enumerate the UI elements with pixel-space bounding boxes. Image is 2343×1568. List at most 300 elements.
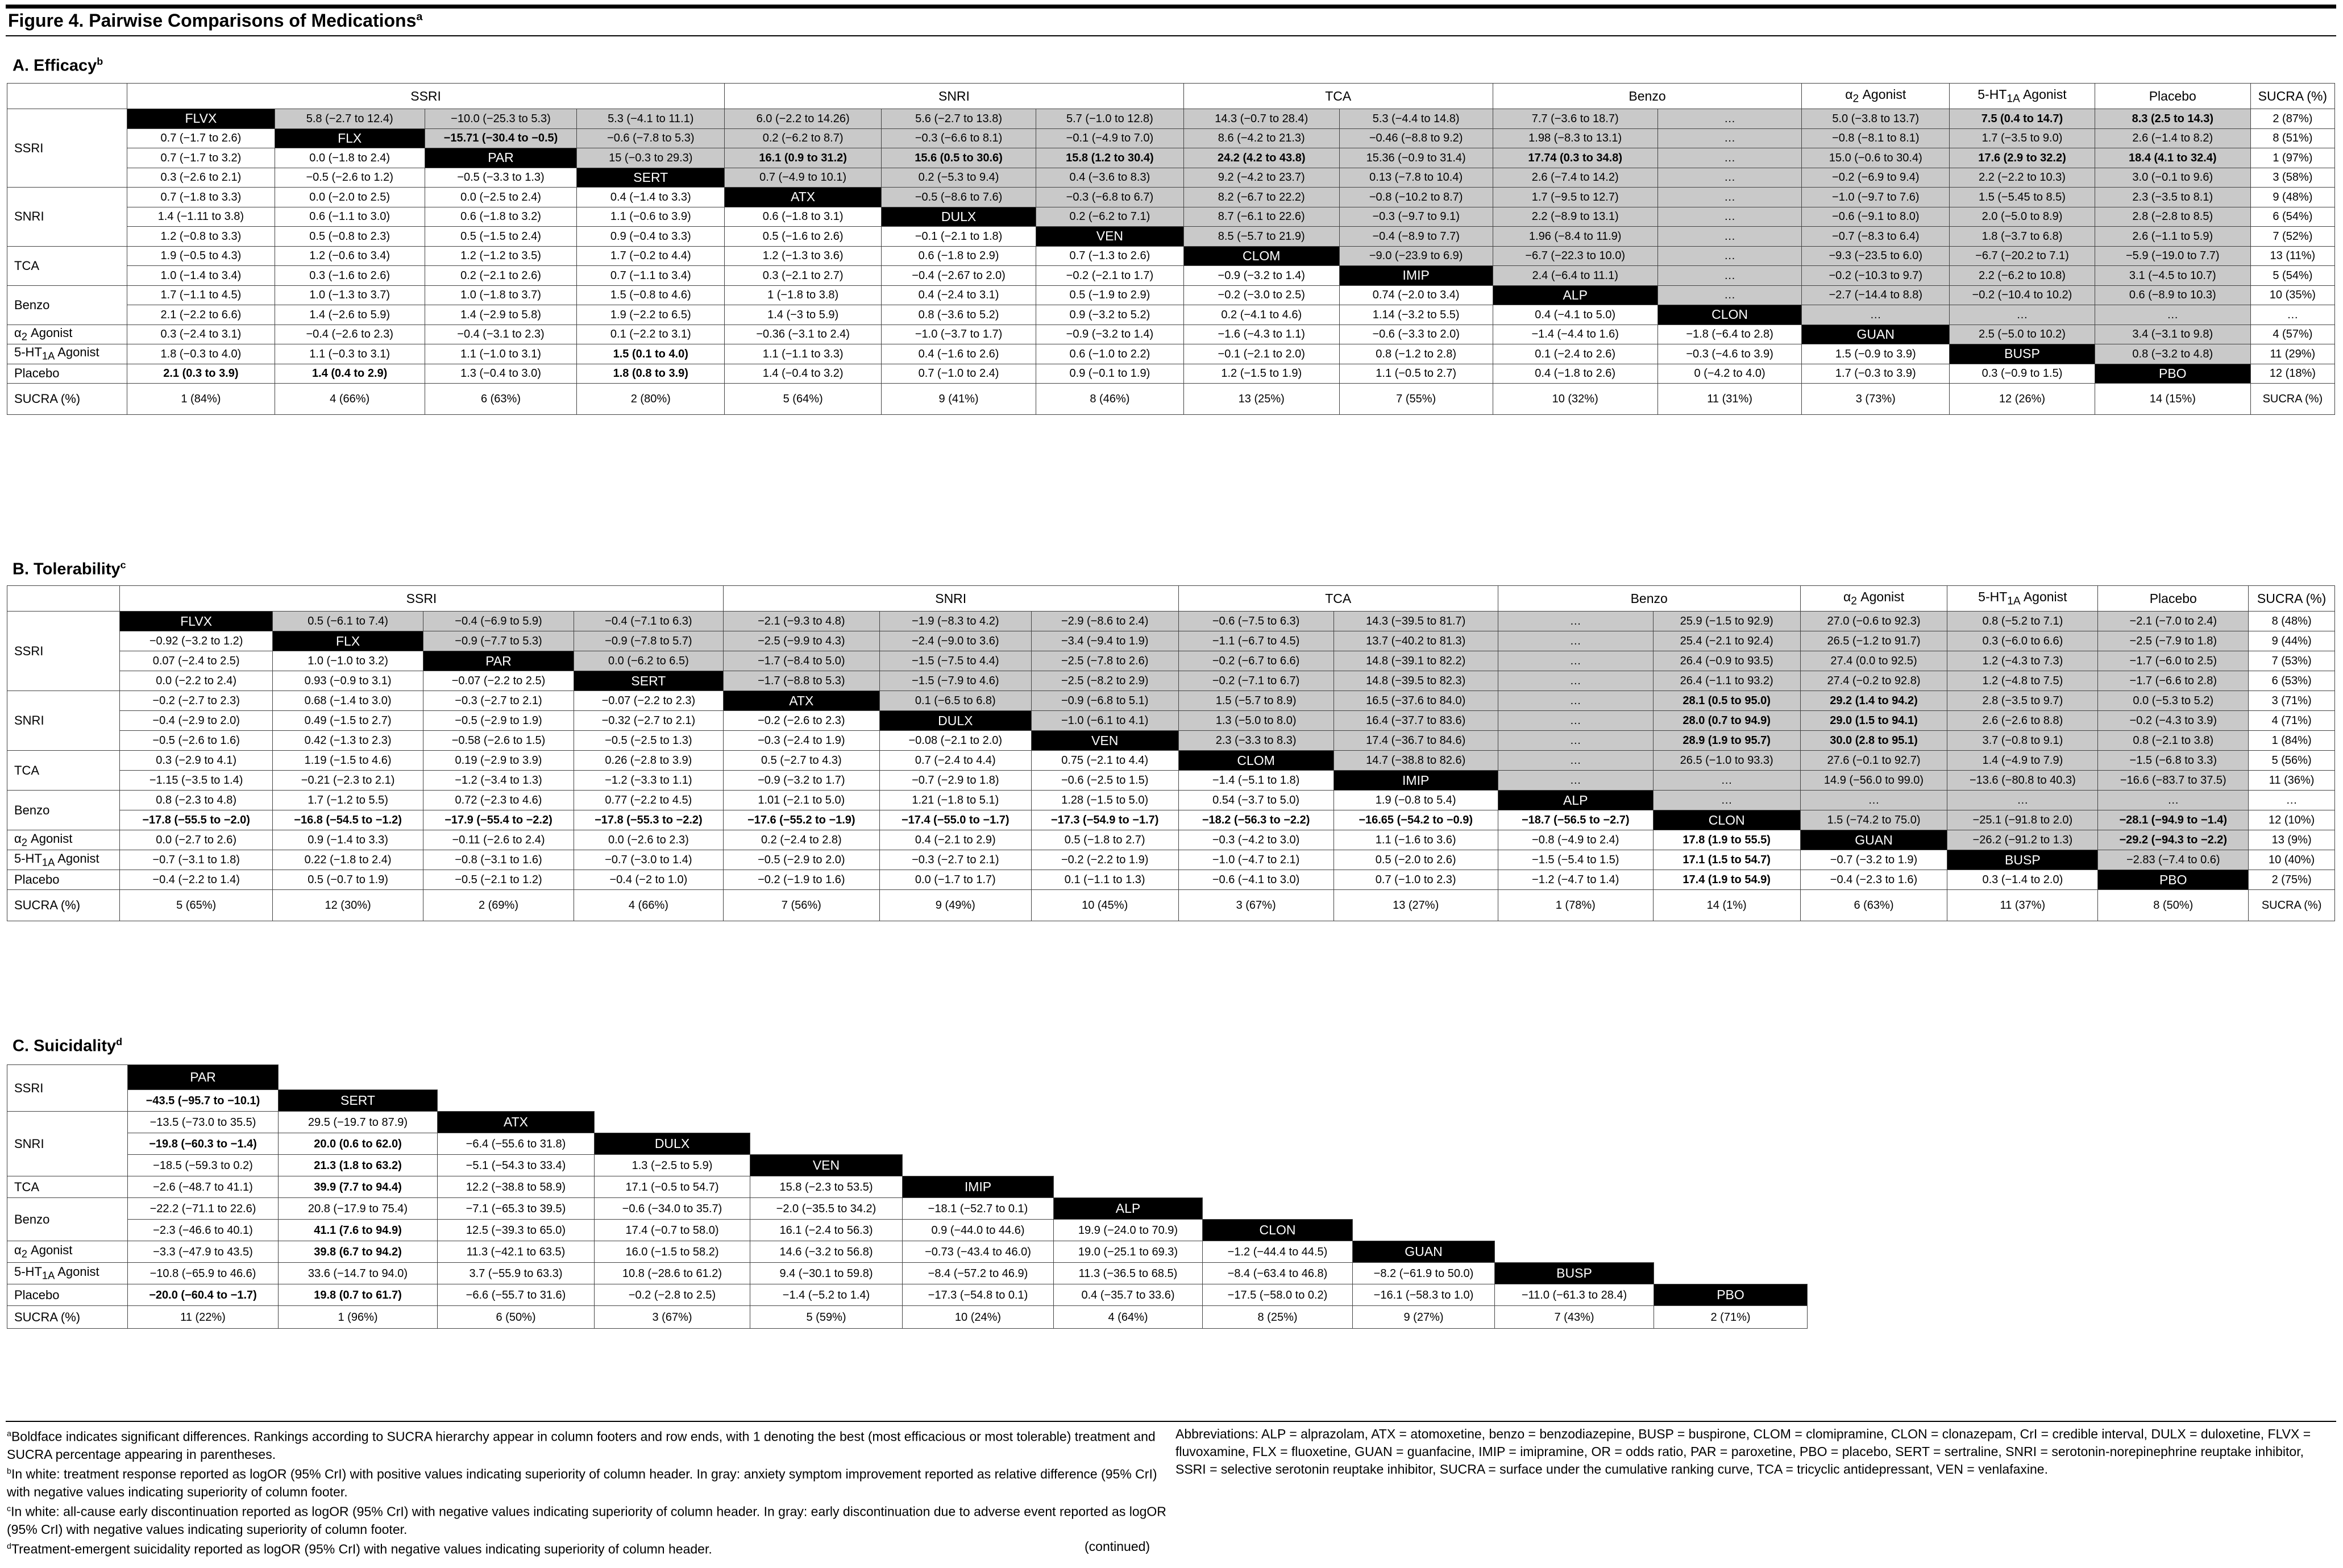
comparison-cell: −1.1 (−6.7 to 4.5) xyxy=(1178,631,1333,651)
comparison-cell: 0.0 (−1.7 to 1.7) xyxy=(879,870,1031,890)
comparison-cell: −6.4 (−55.6 to 31.8) xyxy=(438,1133,595,1155)
comparison-cell: −0.7 (−8.3 to 6.4) xyxy=(1802,227,1950,247)
comparison-cell: 1.2 (−0.8 to 3.3) xyxy=(127,227,275,247)
comparison-cell: −0.2 (−2.8 to 2.5) xyxy=(595,1284,750,1306)
empty-cell xyxy=(1654,1263,1808,1284)
matrix-row xyxy=(7,344,2335,364)
comparison-cell: 0.13 (−7.8 to 10.4) xyxy=(1339,168,1493,188)
comparison-cell: 13.7 (−40.2 to 81.3) xyxy=(1333,631,1498,651)
drug-diagonal-cell: ALP xyxy=(1054,1198,1203,1220)
comparison-cell: −0.9 (−7.7 to 5.3) xyxy=(423,631,574,651)
comparison-cell: −1.7 (−6.6 to 2.8) xyxy=(2098,671,2249,691)
comparison-cell: −1.2 (−44.4 to 44.5) xyxy=(1203,1241,1353,1263)
sucra-row-cell: … xyxy=(2250,305,2334,325)
comparison-cell: −1.0 (−9.7 to 7.6) xyxy=(1802,188,1950,207)
comparison-cell: −1.4 (−5.2 to 1.4) xyxy=(750,1284,903,1306)
comparison-cell: 1 (−1.8 to 3.8) xyxy=(725,285,882,305)
comparison-cell: −17.8 (−55.3 to −2.2) xyxy=(574,810,723,830)
drug-diagonal-cell: PBO xyxy=(1654,1284,1808,1306)
empty-cell xyxy=(1054,1176,1203,1198)
comparison-cell: … xyxy=(1657,148,1802,168)
comparison-cell: 1.01 (−2.1 to 5.0) xyxy=(723,791,879,810)
comparison-cell: −1.2 (−3.4 to 1.3) xyxy=(423,771,574,791)
sucra-footer-cell: 1 (78%) xyxy=(1498,890,1653,921)
comparison-cell: −2.7 (−14.4 to 8.8) xyxy=(1802,285,1950,305)
comparison-cell: 0.7 (−1.7 to 2.6) xyxy=(127,128,275,148)
sucra-footer-row xyxy=(7,1306,1808,1329)
top-rule xyxy=(6,5,2336,9)
comparison-cell: 0.3 (−1.4 to 2.0) xyxy=(1947,870,2098,890)
sucra-row-cell: 12 (18%) xyxy=(2250,364,2334,384)
comparison-cell: −2.0 (−35.5 to 34.2) xyxy=(750,1198,903,1220)
comparison-cell: −17.4 (−55.0 to −1.7) xyxy=(879,810,1031,830)
comparison-cell: 1.9 (−0.8 to 5.4) xyxy=(1333,791,1498,810)
comparison-cell: −0.2 (−10.3 to 9.7) xyxy=(1802,266,1950,286)
comparison-cell: 29.5 (−19.7 to 87.9) xyxy=(279,1112,438,1133)
sucra-row-cell: 10 (35%) xyxy=(2250,285,2334,305)
row-label-ssri: SSRI xyxy=(7,612,120,691)
comparison-cell: −1.9 (−8.3 to 4.2) xyxy=(879,612,1031,631)
comparison-cell: −0.7 (−2.9 to 1.8) xyxy=(879,771,1031,791)
matrix-row xyxy=(7,612,2335,631)
matrix-row xyxy=(7,731,2335,751)
sucra-row-cell: 13 (9%) xyxy=(2249,830,2335,850)
comparison-cell: 0.49 (−1.5 to 2.7) xyxy=(273,711,423,731)
comparison-cell: −2.83 (−7.4 to 0.6) xyxy=(2098,850,2249,870)
row-label-ssri: SSRI xyxy=(7,109,127,188)
efficacy-matrix xyxy=(7,83,2335,415)
comparison-cell: 2.2 (−8.9 to 13.1) xyxy=(1493,207,1657,227)
group-header-placebo: Placebo xyxy=(2095,84,2250,109)
sucra-row-cell: 2 (87%) xyxy=(2250,109,2334,129)
comparison-cell: 0.2 (−6.2 to 8.7) xyxy=(725,128,882,148)
comparison-cell: 1.1 (−0.5 to 2.7) xyxy=(1339,364,1493,384)
matrix-row xyxy=(7,128,2335,148)
comparison-cell: −2.6 (−48.7 to 41.1) xyxy=(128,1176,279,1198)
comparison-cell: 1.4 (−2.9 to 5.8) xyxy=(425,305,577,325)
comparison-cell: 33.6 (−14.7 to 94.0) xyxy=(279,1263,438,1284)
matrix-row xyxy=(7,325,2335,344)
sucra-row-cell: 9 (44%) xyxy=(2249,631,2335,651)
sucra-footer-cell: 2 (71%) xyxy=(1654,1306,1808,1329)
group-header-snri: SNRI xyxy=(725,84,1184,109)
comparison-cell: −15.71 (−30.4 to −0.5) xyxy=(425,128,577,148)
drug-diagonal-cell: DULX xyxy=(595,1133,750,1155)
comparison-cell: 2.8 (−2.8 to 8.5) xyxy=(2095,207,2250,227)
comparison-cell: 15.36 (−0.9 to 31.4) xyxy=(1339,148,1493,168)
comparison-cell: 16.4 (−37.7 to 83.6) xyxy=(1333,711,1498,731)
comparison-cell: −0.46 (−8.8 to 9.2) xyxy=(1339,128,1493,148)
comparison-cell: 0.1 (−1.1 to 1.3) xyxy=(1031,870,1178,890)
comparison-cell: … xyxy=(1498,612,1653,631)
comparison-cell: −1.7 (−8.4 to 5.0) xyxy=(723,651,879,671)
comparison-cell: −22.2 (−71.1 to 22.6) xyxy=(128,1198,279,1220)
comparison-cell: 16.1 (−2.4 to 56.3) xyxy=(750,1220,903,1241)
comparison-cell: 1.1 (−0.3 to 3.1) xyxy=(275,344,425,364)
comparison-cell: −0.5 (−2.9 to 1.9) xyxy=(423,711,574,731)
drug-diagonal-cell: FLX xyxy=(273,631,423,651)
comparison-cell: 28.9 (1.9 to 95.7) xyxy=(1653,731,1800,751)
comparison-cell: … xyxy=(1498,651,1653,671)
comparison-cell: −25.1 (−91.8 to 2.0) xyxy=(1947,810,2098,830)
drug-diagonal-cell: IMIP xyxy=(1339,266,1493,286)
row-label-placebo: Placebo xyxy=(7,870,120,890)
comparison-cell: 2.2 (−6.2 to 10.8) xyxy=(1950,266,2095,286)
comparison-cell: 0.3 (−1.6 to 2.6) xyxy=(275,266,425,286)
drug-diagonal-cell: IMIP xyxy=(1333,771,1498,791)
comparison-cell: 1.5 (−5.45 to 8.5) xyxy=(1950,188,2095,207)
comparison-cell: 1.21 (−1.8 to 5.1) xyxy=(879,791,1031,810)
sucra-row-cell: 4 (57%) xyxy=(2250,325,2334,344)
comparison-cell: 3.7 (−55.9 to 63.3) xyxy=(438,1263,595,1284)
comparison-cell: 1.7 (−9.5 to 12.7) xyxy=(1493,188,1657,207)
comparison-cell: −5.1 (−54.3 to 33.4) xyxy=(438,1155,595,1176)
comparison-cell: … xyxy=(1947,791,2098,810)
comparison-cell: 0.0 (−2.7 to 2.6) xyxy=(120,830,273,850)
comparison-cell: 1.9 (−0.5 to 4.3) xyxy=(127,246,275,266)
sucra-footer-label: SUCRA (%) xyxy=(7,384,127,415)
group-header-ht: $5-HT_{1A}$ Agonist xyxy=(1947,586,2098,612)
sucra-row-cell: 3 (71%) xyxy=(2249,691,2335,711)
empty-cell xyxy=(279,1065,438,1090)
sucra-row-cell: 6 (53%) xyxy=(2249,671,2335,691)
comparison-cell: 5.8 (−2.7 to 12.4) xyxy=(275,109,425,129)
comparison-cell: 0.2 (−6.2 to 7.1) xyxy=(1036,207,1184,227)
comparison-cell: 1.1 (−1.0 to 3.1) xyxy=(425,344,577,364)
comparison-cell: 1.3 (−0.4 to 3.0) xyxy=(425,364,577,384)
comparison-cell: 0.7 (−1.0 to 2.3) xyxy=(1333,870,1498,890)
group-header-tca: TCA xyxy=(1183,84,1493,109)
comparison-cell: 11.3 (−36.5 to 68.5) xyxy=(1054,1263,1203,1284)
comparison-cell: … xyxy=(1657,227,1802,247)
comparison-cell: 1.4 (−0.4 to 3.2) xyxy=(725,364,882,384)
sucra-footer-cell: 10 (24%) xyxy=(903,1306,1054,1329)
comparison-cell: 0.5 (−0.7 to 1.9) xyxy=(273,870,423,890)
comparison-cell: … xyxy=(1657,246,1802,266)
comparison-cell: 20.0 (0.6 to 62.0) xyxy=(279,1133,438,1155)
empty-cell xyxy=(903,1155,1054,1176)
comparison-cell: 8.5 (−5.7 to 21.9) xyxy=(1183,227,1339,247)
row-label-tca: TCA xyxy=(7,246,127,285)
comparison-cell: 3.0 (−0.1 to 9.6) xyxy=(2095,168,2250,188)
matrix-row xyxy=(7,651,2335,671)
empty-cell xyxy=(1654,1176,1808,1198)
sucra-row-cell: 12 (10%) xyxy=(2249,810,2335,830)
comparison-cell: −16.65 (−54.2 to −0.9) xyxy=(1333,810,1498,830)
comparison-cell: −0.1 (−4.9 to 7.0) xyxy=(1036,128,1184,148)
comparison-cell: −0.5 (−8.6 to 7.6) xyxy=(882,188,1036,207)
comparison-cell: 1.98 (−8.3 to 13.1) xyxy=(1493,128,1657,148)
comparison-cell: 11.3 (−42.1 to 63.5) xyxy=(438,1241,595,1263)
comparison-cell: −0.6 (−7.5 to 6.3) xyxy=(1178,612,1333,631)
row-label-snri: SNRI xyxy=(7,691,120,751)
comparison-cell: −17.3 (−54.9 to −1.7) xyxy=(1031,810,1178,830)
comparison-cell: −6.7 (−20.2 to 7.1) xyxy=(1950,246,2095,266)
drug-diagonal-cell: BUSP xyxy=(1495,1263,1654,1284)
staircase-row xyxy=(7,1133,1808,1155)
empty-cell xyxy=(595,1065,750,1090)
comparison-cell: 1.2 (−4.8 to 7.5) xyxy=(1947,671,2098,691)
comparison-cell: −13.6 (−80.8 to 40.3) xyxy=(1947,771,2098,791)
comparison-cell: 1.7 (−1.2 to 5.5) xyxy=(273,791,423,810)
sucra-col-header: SUCRA (%) xyxy=(2249,586,2335,612)
comparison-cell: −16.8 (−54.5 to −1.2) xyxy=(273,810,423,830)
comparison-cell: −2.1 (−9.3 to 4.8) xyxy=(723,612,879,631)
comparison-cell: −2.9 (−8.6 to 2.4) xyxy=(1031,612,1178,631)
comparison-cell: … xyxy=(1498,631,1653,651)
drug-diagonal-cell: FLVX xyxy=(120,612,273,631)
comparison-cell: 0.3 (−2.4 to 3.1) xyxy=(127,325,275,344)
comparison-cell: −7.1 (−65.3 to 39.5) xyxy=(438,1198,595,1220)
matrix-row xyxy=(7,109,2335,129)
comparison-cell: −1.2 (−4.7 to 1.4) xyxy=(1498,870,1653,890)
comparison-cell: −0.4 (−8.9 to 7.7) xyxy=(1339,227,1493,247)
empty-cell xyxy=(1054,1090,1203,1112)
empty-cell xyxy=(1203,1133,1353,1155)
comparison-cell: 0.5 (−2.7 to 4.3) xyxy=(723,751,879,771)
comparison-cell: 1.2 (−4.3 to 7.3) xyxy=(1947,651,2098,671)
comparison-cell: 2.3 (−3.3 to 8.3) xyxy=(1178,731,1333,751)
empty-cell xyxy=(438,1065,595,1090)
comparison-cell: 16.5 (−37.6 to 84.0) xyxy=(1333,691,1498,711)
comparison-cell: 0.6 (−1.8 to 3.2) xyxy=(425,207,577,227)
comparison-cell: −17.8 (−55.5 to −2.0) xyxy=(120,810,273,830)
comparison-cell: 1.28 (−1.5 to 5.0) xyxy=(1031,791,1178,810)
comparison-cell: 0.0 (−2.5 to 2.4) xyxy=(425,188,577,207)
sucra-footer-cell: 9 (27%) xyxy=(1353,1306,1495,1329)
comparison-cell: … xyxy=(1498,771,1653,791)
comparison-cell: 12.2 (−38.8 to 58.9) xyxy=(438,1176,595,1198)
footnote-b: $^b$In white: treatment response reported as logOR (95% CrI) with positive values indicating superiority of column header. In gray: anxiety symptom improvement reported as relative difference (95% CrI) with negative values indicating superiority of column footer. xyxy=(7,1466,1157,1499)
comparison-cell: −8.4 (−57.2 to 46.9) xyxy=(903,1263,1054,1284)
sucra-footer-cell: 10 (32%) xyxy=(1493,384,1657,415)
comparison-cell: 0.19 (−2.9 to 3.9) xyxy=(423,751,574,771)
comparison-cell: 29.0 (1.5 to 94.1) xyxy=(1800,711,1947,731)
matrix-row xyxy=(7,850,2335,870)
row-label-snri: SNRI xyxy=(7,188,127,247)
comparison-cell: 0.3 (−2.9 to 4.1) xyxy=(120,751,273,771)
comparison-cell: −1.4 (−5.1 to 1.8) xyxy=(1178,771,1333,791)
staircase-row xyxy=(7,1155,1808,1176)
group-header-benzo: Benzo xyxy=(1498,586,1800,612)
comparison-cell: −0.5 (−2.5 to 1.3) xyxy=(574,731,723,751)
comparison-cell: 2.1 (−2.2 to 6.6) xyxy=(127,305,275,325)
matrix-row xyxy=(7,691,2335,711)
drug-diagonal-cell: PAR xyxy=(423,651,574,671)
comparison-cell: 14.9 (−56.0 to 99.0) xyxy=(1800,771,1947,791)
comparison-cell: −0.8 (−8.1 to 8.1) xyxy=(1802,128,1950,148)
empty-cell xyxy=(1495,1112,1654,1133)
sucra-footer-label-right: SUCRA (%) xyxy=(2249,890,2335,921)
comparison-cell: −0.21 (−2.3 to 2.1) xyxy=(273,771,423,791)
group-header-a2: $\alpha_2$ Agonist xyxy=(1800,586,1947,612)
sucra-footer-cell: 3 (67%) xyxy=(1178,890,1333,921)
sucra-footer-label: SUCRA (%) xyxy=(7,890,120,921)
comparison-cell: −16.1 (−58.3 to 1.0) xyxy=(1353,1284,1495,1306)
comparison-cell: −16.6 (−83.7 to 37.5) xyxy=(2098,771,2249,791)
comparison-cell: 0.5 (−6.1 to 7.4) xyxy=(273,612,423,631)
sucra-footer-label-right: SUCRA (%) xyxy=(2250,384,2334,415)
comparison-cell: 0.9 (−1.4 to 3.3) xyxy=(273,830,423,850)
row-label-a2: $\alpha_2$ Agonist xyxy=(7,830,120,850)
comparison-cell: −2.1 (−7.0 to 2.4) xyxy=(2098,612,2249,631)
staircase-row xyxy=(7,1263,1808,1284)
empty-cell xyxy=(1353,1065,1495,1090)
matrix-row xyxy=(7,870,2335,890)
comparison-cell: 0.3 (−2.6 to 2.1) xyxy=(127,168,275,188)
comparison-cell: … xyxy=(1498,731,1653,751)
comparison-cell: −6.6 (−55.7 to 31.6) xyxy=(438,1284,595,1306)
comparison-cell: −9.0 (−23.9 to 6.9) xyxy=(1339,246,1493,266)
comparison-cell: 0.6 (−8.9 to 10.3) xyxy=(2095,285,2250,305)
comparison-cell: 0.7 (−2.4 to 4.4) xyxy=(879,751,1031,771)
empty-cell xyxy=(1495,1220,1654,1241)
group-header-ssri: SSRI xyxy=(127,84,725,109)
comparison-cell: 0.4 (−1.8 to 2.6) xyxy=(1493,364,1657,384)
empty-cell xyxy=(1353,1133,1495,1155)
comparison-cell: 1.0 (−1.4 to 3.4) xyxy=(127,266,275,286)
empty-cell xyxy=(1203,1112,1353,1133)
sucra-footer-cell: 14 (15%) xyxy=(2095,384,2250,415)
comparison-cell: … xyxy=(1653,771,1800,791)
row-label-ht: $5-HT_{1A}$ Agonist xyxy=(7,850,120,870)
comparison-cell: 0 (−4.2 to 4.0) xyxy=(1657,364,1802,384)
comparison-cell: 7.5 (0.4 to 14.7) xyxy=(1950,109,2095,129)
empty-cell xyxy=(1495,1155,1654,1176)
comparison-cell: 0.2 (−5.3 to 9.4) xyxy=(882,168,1036,188)
comparison-cell: 0.8 (−3.2 to 4.8) xyxy=(2095,344,2250,364)
drug-diagonal-cell: DULX xyxy=(879,711,1031,731)
staircase-row xyxy=(7,1090,1808,1112)
sucra-footer-cell: 5 (59%) xyxy=(750,1306,903,1329)
drug-diagonal-cell: CLON xyxy=(1657,305,1802,325)
comparison-cell: −17.3 (−54.8 to 0.1) xyxy=(903,1284,1054,1306)
sucra-row-cell: 11 (29%) xyxy=(2250,344,2334,364)
comparison-cell: −0.4 (−2.2 to 1.4) xyxy=(120,870,273,890)
comparison-cell: −29.2 (−94.3 to −2.2) xyxy=(2098,830,2249,850)
comparison-cell: 0.5 (−1.9 to 2.9) xyxy=(1036,285,1184,305)
comparison-cell: 1.7 (−0.3 to 3.9) xyxy=(1802,364,1950,384)
drug-diagonal-cell: BUSP xyxy=(1947,850,2098,870)
comparison-cell: 24.2 (4.2 to 43.8) xyxy=(1183,148,1339,168)
sucra-footer-cell: 7 (55%) xyxy=(1339,384,1493,415)
comparison-cell: 1.4 (−1.11 to 3.8) xyxy=(127,207,275,227)
row-label-snri: SNRI xyxy=(7,1112,128,1176)
comparison-cell: −11.0 (−61.3 to 28.4) xyxy=(1495,1284,1654,1306)
empty-cell xyxy=(1654,1065,1808,1090)
empty-cell xyxy=(750,1133,903,1155)
comparison-cell: 14.6 (−3.2 to 56.8) xyxy=(750,1241,903,1263)
comparison-cell: 0.5 (−1.8 to 2.7) xyxy=(1031,830,1178,850)
comparison-cell: 1.5 (−0.9 to 3.9) xyxy=(1802,344,1950,364)
comparison-cell: 26.5 (−1.0 to 93.3) xyxy=(1653,751,1800,771)
sucra-footer-cell: 9 (41%) xyxy=(882,384,1036,415)
comparison-cell: −0.9 (−3.2 to 1.4) xyxy=(1183,266,1339,286)
empty-cell xyxy=(595,1112,750,1133)
sucra-footer-cell: 3 (67%) xyxy=(595,1306,750,1329)
comparison-cell: 1.14 (−3.2 to 5.5) xyxy=(1339,305,1493,325)
comparison-cell: 10.8 (−28.6 to 61.2) xyxy=(595,1263,750,1284)
comparison-cell: −0.5 (−2.1 to 1.2) xyxy=(423,870,574,890)
comparison-cell: −8.2 (−61.9 to 50.0) xyxy=(1353,1263,1495,1284)
matrix-row xyxy=(7,810,2335,830)
footnote-rule xyxy=(6,1421,2336,1422)
comparison-cell: 5.3 (−4.1 to 11.1) xyxy=(577,109,725,129)
comparison-cell: 0.2 (−2.1 to 2.6) xyxy=(425,266,577,286)
comparison-cell: 0.1 (−6.5 to 6.8) xyxy=(879,691,1031,711)
drug-diagonal-cell: BUSP xyxy=(1950,344,2095,364)
sucra-footer-row xyxy=(7,384,2335,415)
sucra-row-cell: 6 (54%) xyxy=(2250,207,2334,227)
comparison-cell: −18.2 (−56.3 to −2.2) xyxy=(1178,810,1333,830)
comparison-cell: 26.5 (−1.2 to 91.7) xyxy=(1800,631,1947,651)
comparison-cell: 3.4 (−3.1 to 9.8) xyxy=(2095,325,2250,344)
empty-cell xyxy=(1353,1220,1495,1241)
comparison-cell: −0.2 (−10.4 to 10.2) xyxy=(1950,285,2095,305)
comparison-cell: −1.5 (−7.5 to 4.4) xyxy=(879,651,1031,671)
comparison-cell: 0.8 (−1.2 to 2.8) xyxy=(1339,344,1493,364)
footnote-d: $^d$Treatment-emergent suicidality reported as logOR (95% CrI) with negative values indicating superiority of column header. xyxy=(7,1541,712,1557)
comparison-cell: −3.3 (−47.9 to 43.5) xyxy=(128,1241,279,1263)
corner-cell xyxy=(7,586,120,612)
drug-diagonal-cell: ALP xyxy=(1498,791,1653,810)
comparison-cell: −9.3 (−23.5 to 6.0) xyxy=(1802,246,1950,266)
corner-cell xyxy=(7,84,127,109)
row-label-ht: $5-HT_{1A}$ Agonist xyxy=(7,344,127,364)
empty-cell xyxy=(1654,1155,1808,1176)
drug-diagonal-cell: SERT xyxy=(577,168,725,188)
matrix-row xyxy=(7,791,2335,810)
comparison-cell: 0.9 (−0.4 to 3.3) xyxy=(577,227,725,247)
comparison-cell: −0.9 (−6.8 to 5.1) xyxy=(1031,691,1178,711)
comparison-cell: 0.5 (−1.5 to 2.4) xyxy=(425,227,577,247)
sucra-row-cell: 9 (48%) xyxy=(2250,188,2334,207)
suicidality-matrix xyxy=(7,1064,1808,1329)
continued-label: (continued) xyxy=(1085,1539,1150,1554)
comparison-cell: … xyxy=(1498,691,1653,711)
comparison-cell: 0.8 (−2.3 to 4.8) xyxy=(120,791,273,810)
empty-cell xyxy=(903,1112,1054,1133)
comparison-cell: 1.7 (−3.5 to 9.0) xyxy=(1950,128,2095,148)
sucra-row-cell: 4 (71%) xyxy=(2249,711,2335,731)
comparison-cell: −0.36 (−3.1 to 2.4) xyxy=(725,325,882,344)
comparison-cell: 1.7 (−0.2 to 4.4) xyxy=(577,246,725,266)
comparison-cell: 9.2 (−4.2 to 23.7) xyxy=(1183,168,1339,188)
comparison-cell: −0.92 (−3.2 to 1.2) xyxy=(120,631,273,651)
comparison-cell: … xyxy=(1800,791,1947,810)
comparison-cell: 15.6 (0.5 to 30.6) xyxy=(882,148,1036,168)
comparison-cell: 0.77 (−2.2 to 4.5) xyxy=(574,791,723,810)
comparison-cell: … xyxy=(1657,207,1802,227)
empty-cell xyxy=(903,1133,1054,1155)
empty-cell xyxy=(1203,1065,1353,1090)
comparison-cell: 12.5 (−39.3 to 65.0) xyxy=(438,1220,595,1241)
sucra-footer-cell: 14 (1%) xyxy=(1653,890,1800,921)
matrix-row xyxy=(7,631,2335,651)
comparison-cell: 26.4 (−0.9 to 93.5) xyxy=(1653,651,1800,671)
staircase-row xyxy=(7,1284,1808,1306)
comparison-cell: 15.8 (1.2 to 30.4) xyxy=(1036,148,1184,168)
comparison-cell: 1.9 (−2.2 to 6.5) xyxy=(577,305,725,325)
comparison-cell: −0.3 (−2.7 to 2.1) xyxy=(879,850,1031,870)
comparison-cell: 28.1 (0.5 to 95.0) xyxy=(1653,691,1800,711)
comparison-cell: −0.73 (−43.4 to 46.0) xyxy=(903,1241,1054,1263)
sucra-footer-cell: 13 (25%) xyxy=(1183,384,1339,415)
comparison-cell: −0.07 (−2.2 to 2.3) xyxy=(574,691,723,711)
staircase-row xyxy=(7,1112,1808,1133)
sucra-row-cell: 3 (58%) xyxy=(2250,168,2334,188)
empty-cell xyxy=(1495,1090,1654,1112)
